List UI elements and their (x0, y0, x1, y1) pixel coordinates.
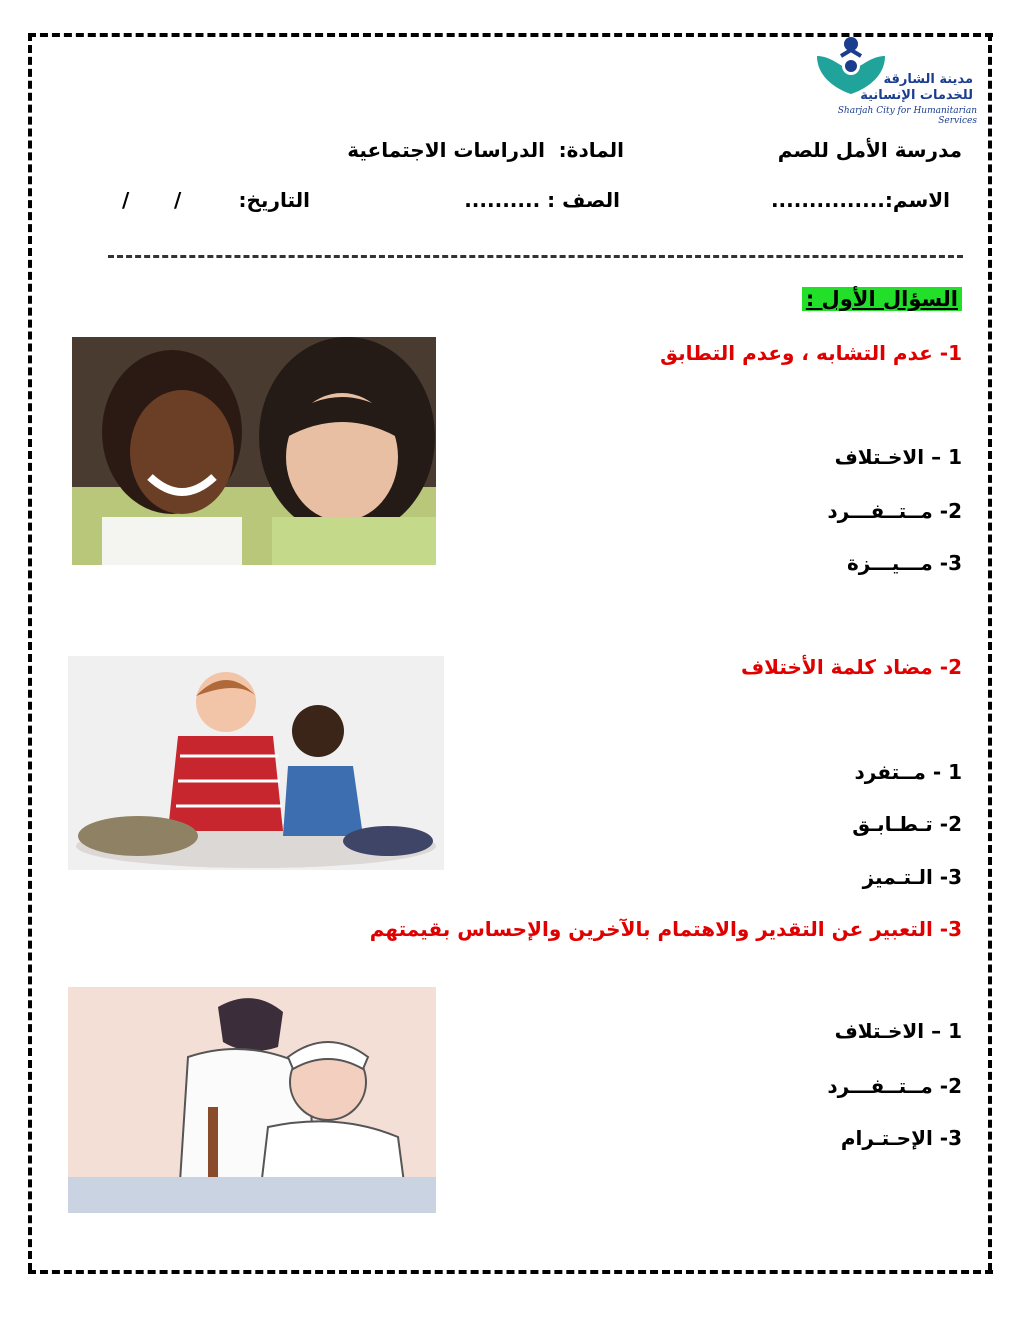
question-prompt: 1- عدم التشابه ، وعدم التطابق (660, 341, 962, 365)
date-slash: / (122, 188, 130, 212)
two-girls-photo (72, 337, 436, 565)
name-field: الاسم:............... (770, 188, 950, 212)
logo-emblem-icon (811, 36, 891, 96)
answer-option: 2- مــتــفـــرد (827, 1074, 962, 1098)
header-separator (108, 255, 963, 258)
class-field: الصف : .......... (464, 188, 620, 212)
answer-option: 3- الـتـميز (862, 865, 962, 889)
date-slash: / (174, 188, 182, 212)
subject-label: المادة: (558, 138, 624, 162)
question-prompt: 3- التعبير عن التقدير والاهتمام بالآخرين والإحساس بقيمتهم (369, 917, 962, 941)
answer-option: 1 – الاخـتلاف (834, 1019, 962, 1043)
answer-option: 3- مـــيـــزة (847, 551, 962, 575)
answer-option: 1 - مــتفرد (854, 760, 962, 784)
subject-value: الدراسات الاجتماعية (347, 138, 545, 162)
page-border-bottom (28, 1270, 993, 1274)
answer-option: 3- الإحـتـرام (840, 1126, 962, 1150)
answer-option: 2- تـطـابـق (852, 812, 962, 836)
question-title: السؤال الأول : (802, 287, 962, 311)
sharjah-humanitarian-logo (805, 36, 977, 126)
logo-english-text: Sharjah City for Humanitarian Services (837, 106, 977, 126)
school-name: مدرسة الأمل للصم (777, 138, 962, 162)
answer-option: 1 – الاخـتلاف (834, 445, 962, 469)
answer-option: 2- مــتــفـــرد (827, 499, 962, 523)
date-label: التاريخ: (238, 188, 310, 212)
logo-arabic-line2: للخدمات الإنسانية (860, 88, 973, 103)
cartoon-young-man-helping-elder (68, 987, 436, 1213)
page-border-left (28, 33, 32, 1271)
question-prompt: 2- مضاد كلمة الأختلاف (740, 655, 962, 679)
logo-arabic-line1: مدينة الشارقة (883, 72, 973, 87)
page-border-right (988, 33, 992, 1271)
two-boys-photo (68, 656, 444, 870)
